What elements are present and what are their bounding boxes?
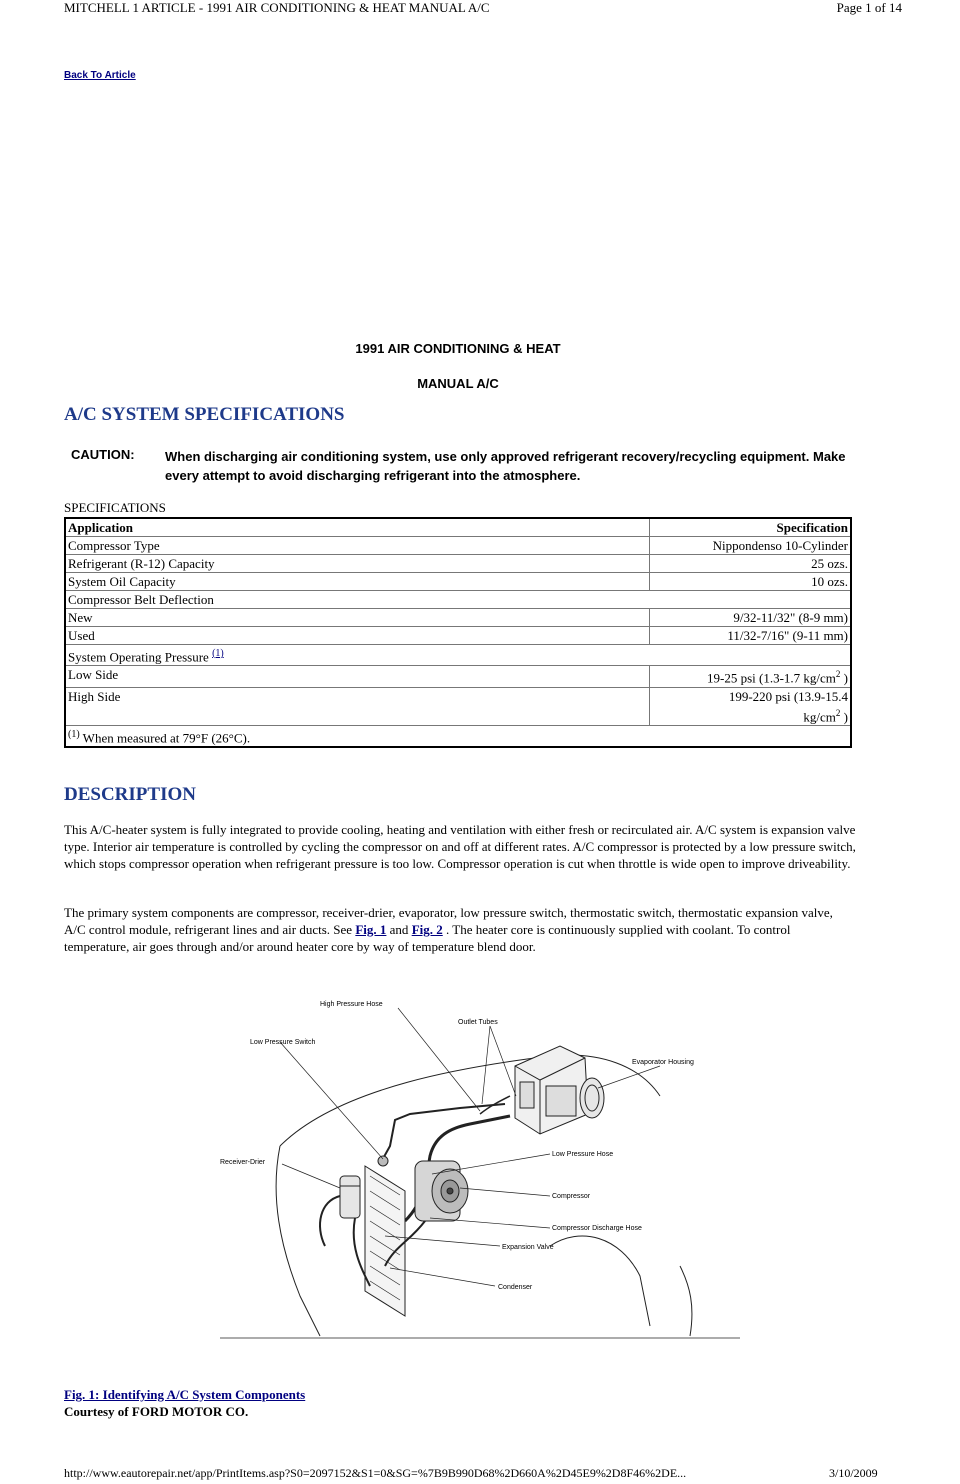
footnote-mark: (1) (68, 728, 80, 740)
table-cell: Nippondenso 10-Cylinder (650, 537, 852, 555)
group-label: System Operating Pressure (68, 649, 209, 665)
table-cell: 25 ozs. (650, 555, 852, 573)
caution-text: When discharging air conditioning system, use only approved refrigerant recovery/recycling equipment. Make every attempt to avoid discharging refrigerant into the atmosphere. (165, 449, 846, 483)
table-cell: 11/32-7/16" (9-11 mm) (650, 627, 852, 645)
fender-outline (276, 1146, 320, 1336)
column-header-application: Application (65, 518, 650, 537)
label-evaporator-housing: Evaporator Housing (632, 1059, 694, 1066)
label-compressor-discharge-hose: Compressor Discharge Hose (552, 1225, 642, 1232)
condenser-shape (365, 1166, 405, 1316)
fig-1-link[interactable]: Fig. 1 (355, 922, 387, 937)
table-cell (650, 666, 852, 687)
table-footnote (65, 725, 851, 747)
value-text: 19-25 psi (1.3-1.7 kg/cm (707, 670, 836, 686)
table-cell (650, 687, 852, 725)
table-cell: New (65, 609, 650, 627)
table-row (65, 591, 851, 609)
label-low-pressure-hose: Low Pressure Hose (552, 1151, 614, 1158)
table-row (65, 609, 851, 627)
footer-date: 3/10/2009 (829, 1466, 878, 1480)
table-caption: SPECIFICATIONS (64, 500, 166, 515)
table-cell: Compressor Type (65, 537, 650, 555)
value-text: 199-220 psi (13.9-15.4 (728, 688, 848, 704)
table-group-cell (65, 645, 851, 666)
label-outlet-tubes: Outlet Tubes (458, 1019, 498, 1026)
diagram-labels (220, 1001, 694, 1291)
paragraph-text: The primary system components are compressor, receiver-drier, evaporator, low pressure switch, thermostatic switch, thermostatic expansion valve, A/C control module, refrigerant lines and air ducts. See (64, 905, 833, 937)
superscript: 2 (835, 707, 841, 718)
receiver-drier-shape (340, 1176, 360, 1218)
table-cell: High Side (65, 687, 650, 725)
table-cell: 10 ozs. (650, 573, 852, 591)
label-condenser: Condenser (498, 1284, 533, 1291)
table-header-row (65, 518, 851, 537)
table-row (65, 573, 851, 591)
column-header-specification: Specification (650, 518, 852, 537)
section-heading-description: DESCRIPTION (64, 784, 196, 805)
table-row (65, 555, 851, 573)
paragraph-text: and (386, 922, 412, 937)
value-text: kg/cm (803, 708, 836, 724)
wheel-arch-outline (550, 1236, 650, 1326)
specifications-table (64, 517, 852, 748)
value-text: ) (840, 708, 848, 724)
table-cell: Used (65, 627, 650, 645)
label-compressor: Compressor (552, 1193, 591, 1200)
table-row (65, 627, 851, 645)
page-number: Page 1 of 14 (836, 0, 902, 15)
description-paragraph-2 (64, 904, 856, 955)
compressor-shape (415, 1161, 468, 1221)
footnote-text: When measured at 79°F (26°C). (82, 730, 251, 746)
caution-label: CAUTION: (71, 447, 135, 462)
superscript: 2 (835, 669, 841, 680)
label-receiver-drier: Receiver-Drier (220, 1159, 266, 1166)
table-footnote-row (65, 725, 851, 747)
figure-caption-link[interactable]: Fig. 1: Identifying A/C System Components (64, 1387, 306, 1402)
table-cell: 9/32-11/32" (8-9 mm) (650, 609, 852, 627)
label-high-pressure-hose: High Pressure Hose (320, 1001, 383, 1008)
footnote-link[interactable]: (1) (212, 648, 224, 659)
document-subtitle: MANUAL A/C (417, 376, 499, 391)
label-expansion-valve: Expansion Valve (502, 1244, 554, 1251)
section-heading-specifications: A/C SYSTEM SPECIFICATIONS (64, 404, 345, 425)
figure-courtesy: Courtesy of FORD MOTOR CO. (64, 1404, 249, 1419)
table-row (65, 537, 851, 555)
table-cell: System Oil Capacity (65, 573, 650, 591)
table-row (65, 645, 851, 666)
label-low-pressure-switch: Low Pressure Switch (250, 1039, 316, 1046)
document-title: 1991 AIR CONDITIONING & HEAT (355, 341, 561, 356)
table-group-cell: Compressor Belt Deflection (65, 591, 851, 609)
page-header-title: MITCHELL 1 ARTICLE - 1991 AIR CONDITIONING & HEAT MANUAL A/C (64, 0, 490, 15)
caution-note (71, 447, 851, 485)
value-text: ) (840, 670, 848, 686)
back-to-article-link[interactable]: Back To Article (64, 70, 136, 81)
table-row (65, 687, 851, 725)
table-cell: Refrigerant (R-12) Capacity (65, 555, 650, 573)
table-row (65, 666, 851, 687)
fig-2-link[interactable]: Fig. 2 (411, 922, 443, 937)
paragraph-text: . The heater core is continuously supplied with coolant. To control temperature, air goes through and/or around heater core by way of temperature blend door. (64, 922, 791, 954)
figure-caption (64, 1386, 305, 1420)
description-paragraph-1: This A/C-heater system is fully integrated to provide cooling, heating and ventilation with either fresh or recirculated air. A/C system is expansion valve type. Interior air temperature is controlled by cycling the compressor on and off at different rates. A/C compressor is protected by a low pressure switch, which stops compressor operation when refrigerant pressure is too low. Compressor operation is cut when throttle is wide open to improve driveability. (64, 822, 856, 871)
footer-url: http://www.eautorepair.net/app/PrintItems.asp?S0=2097152&S1=0&SG=%7B9B990D68%2D660A%2D45E9%2D8F46%2DE... (64, 1466, 687, 1480)
ac-system-components-diagram (220, 996, 740, 1340)
table-cell: Low Side (65, 666, 650, 687)
